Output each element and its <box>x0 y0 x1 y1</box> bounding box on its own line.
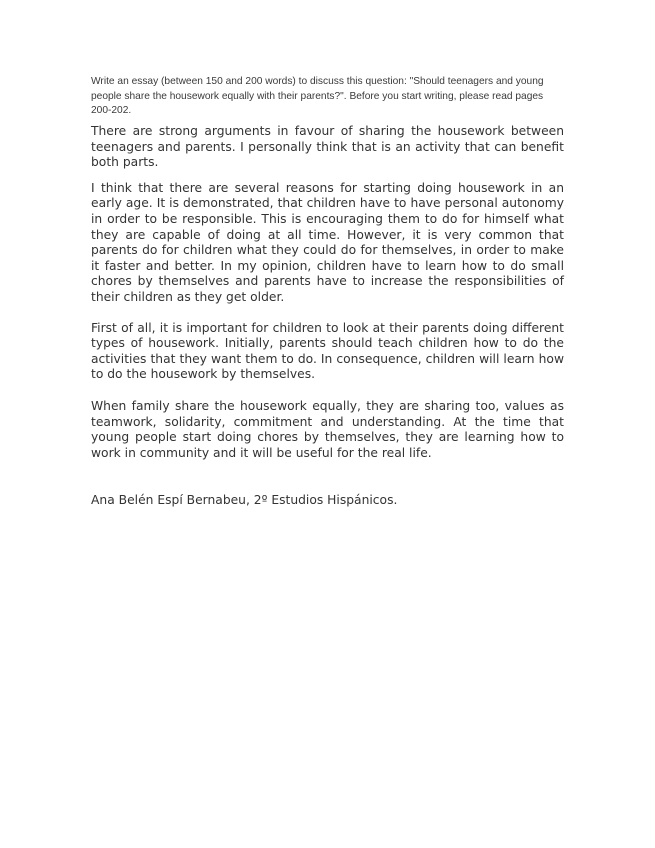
essay-paragraph-reasons: I think that there are several reasons for starting doing housework in an early age. It is demonstrated, that children have to have personal autonomy in order to be responsible. This is encouraging them to do for himself what they are capable of doing at all time. However, it is very common that parents do for children what they could do for themselves, in order to make it faster and better. In my opinion, children have to learn how to do small chores by themselves and parents have to increase the responsibilities of their children as they get older. <box>91 180 564 304</box>
essay-paragraph-intro: There are strong arguments in favour of sharing the housework between teenagers and parents. I personally think that is an activity that can benefit both parts. <box>91 124 564 170</box>
essay-prompt: Write an essay (between 150 and 200 words) to discuss this question: "Should teenagers and young people share the housework equally with their parents?". Before you start writing, please read pages 200-202. <box>91 76 544 116</box>
essay-paragraph-conclusion: When family share the housework equally, they are sharing too, values as teamwork, solidarity, commitment and understanding. At the time that young people start doing chores by themselves, they are learning how to work in community and it will be useful for the real life. <box>91 398 564 460</box>
essay-paragraph-first-of-all: First of all, it is important for children to look at their parents doing different types of housework. Initially, parents should teach children how to do the activities that they want them to do. In consequence, children will learn how to do the housework by themselves. <box>91 320 564 382</box>
essay-body <box>91 124 564 509</box>
author-signature: Ana Belén Espí Bernabeu, 2º Estudios Hispánicos. <box>91 493 398 508</box>
